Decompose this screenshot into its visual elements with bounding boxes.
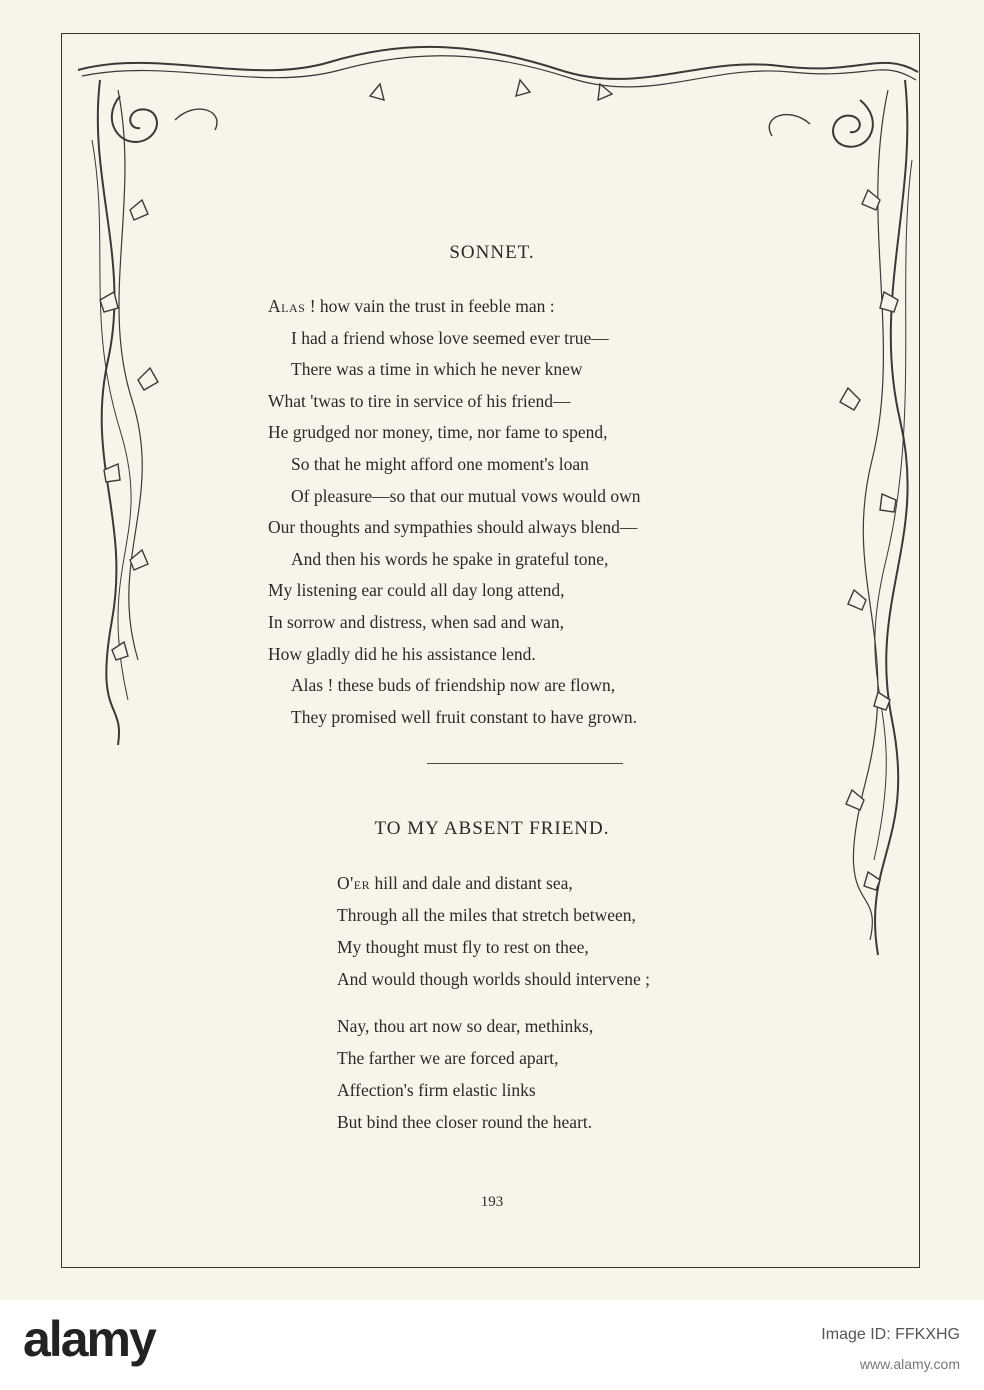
friend-poem-stanza-1: [337, 867, 650, 995]
sonnet-poem: [268, 291, 640, 733]
watermark-url: www.alamy.com: [859, 1356, 960, 1372]
watermark-image-id: Image ID: FFKXHG: [821, 1326, 960, 1343]
poem-line: My thought must fly to rest on thee,: [337, 937, 589, 957]
poem-line: Of pleasure—so that our mutual vows would own: [291, 485, 641, 506]
sonnet-title: SONNET.: [449, 242, 535, 263]
poem-line: [268, 291, 640, 323]
poem-line: He grudged nor money, time, nor fame to spend,: [268, 422, 608, 443]
poem-line: Nay, thou art now so dear, methinks,: [337, 1016, 594, 1036]
drop-word: O'er: [337, 873, 371, 893]
poem-line: There was a time in which he never knew: [291, 359, 583, 380]
poem-line: Affection's firm elastic links: [337, 1080, 536, 1100]
poem-line: I had a friend whose love seemed ever true—: [291, 327, 609, 348]
poem-line: My listening ear could all day long attend,: [268, 580, 565, 601]
poem-line: Our thoughts and sympathies should always blend—: [268, 517, 638, 538]
poem-line: Through all the miles that stretch between,: [337, 905, 636, 925]
friend-poem-title: TO MY ABSENT FRIEND.: [374, 818, 610, 839]
poem-line: So that he might afford one moment's loan: [291, 453, 589, 474]
friend-poem-stanza-2: [337, 1010, 593, 1138]
section-divider: [427, 763, 623, 764]
poem-line: The farther we are forced apart,: [337, 1048, 559, 1068]
poem-line: How gladly did he his assistance lend.: [268, 643, 536, 664]
watermark-logo: alamy: [23, 1311, 155, 1367]
poem-line: They promised well fruit constant to have grown.: [291, 706, 638, 727]
poem-line: And then his words he spake in grateful tone,: [291, 548, 609, 569]
poem-line: And would though worlds should intervene ;: [337, 969, 651, 989]
poem-line: [337, 867, 650, 899]
poem-line-text: ! how vain the trust in feeble man :: [305, 296, 555, 316]
poem-line: Alas ! these buds of friendship now are flown,: [291, 675, 616, 696]
poem-line: But bind thee closer round the heart.: [337, 1112, 593, 1132]
poem-line: What 'twas to tire in service of his friend—: [268, 390, 571, 411]
poem-line: In sorrow and distress, when sad and wan,: [268, 611, 564, 632]
poem-line-text: hill and dale and distant sea,: [370, 873, 573, 893]
page-number: 193: [480, 1194, 504, 1210]
drop-word: Alas: [268, 296, 306, 316]
